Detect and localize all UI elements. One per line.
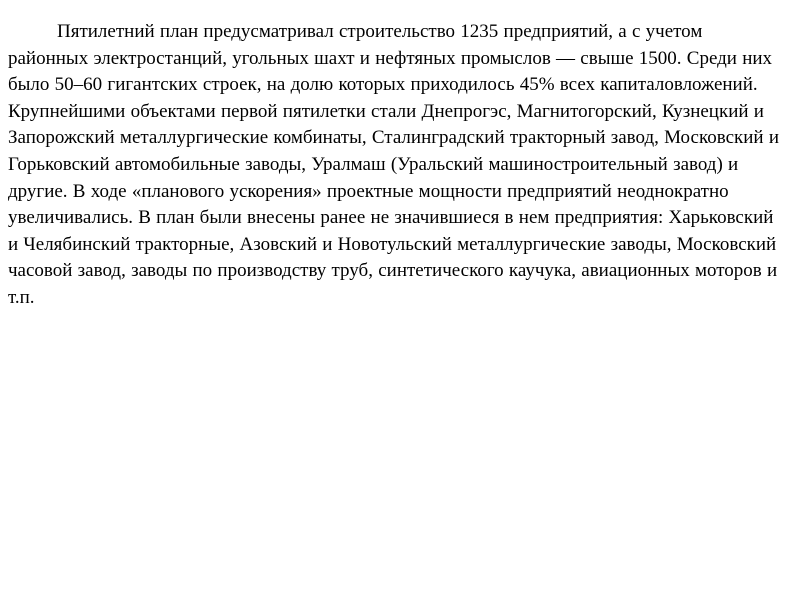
body-paragraph: Пятилетний план предусматривал строительство 1235 предприятий, а с учетом районных электростанций, угольных шахт и нефтяных промыслов — свыше 1500. Среди них было 50–60 гигантских строек, на долю которых приходилось 45% всех капиталовложений. Крупнейшими объектами первой пятилетки стали Днепрогэс, Магнитогорский, Кузнецкий и Запорожский металлургические комбинаты, Сталинградский тракторный завод, Московский и Горьковский автомобильные заводы, Уралмаш (Уральский машиностроительный завод) и другие. В ходе «планового ускорения» проектные мощности предприятий неоднократно увеличивались. В план были внесены ранее не значившиеся в нем предприятия: Харьковский и Челябинский тракторные, Азовский и Новотульский металлургические заводы, Московский часовой завод, заводы по производству труб, синтетического каучука, авиационных моторов и т.п. (8, 21, 780, 308)
